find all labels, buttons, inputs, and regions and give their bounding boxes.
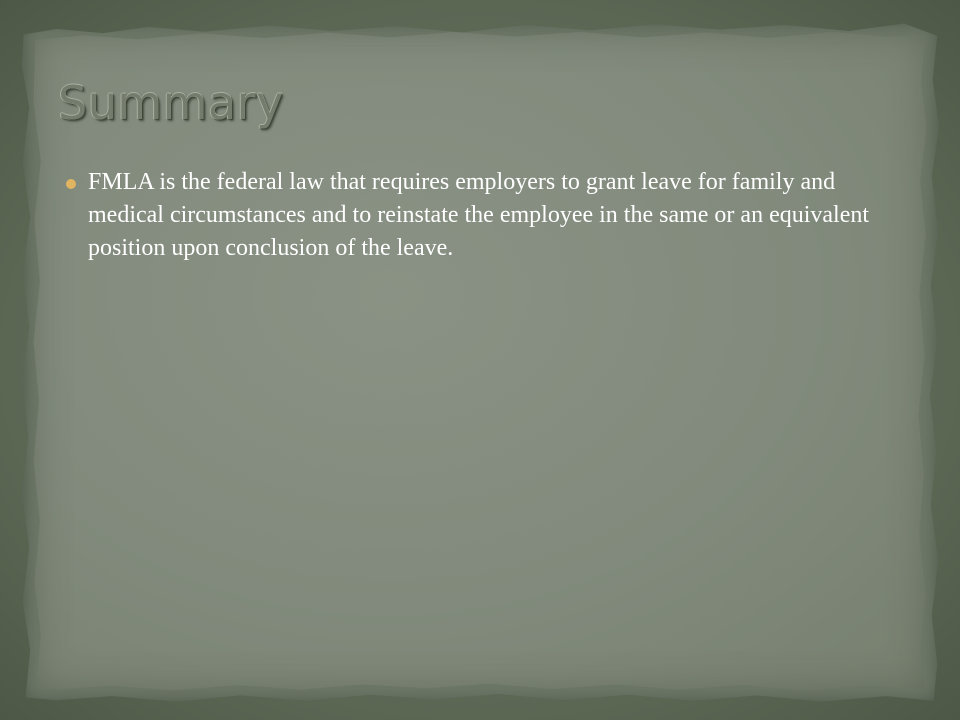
bullet-list — [66, 166, 916, 265]
slide-title: Summary — [58, 76, 284, 130]
bullet-dot-icon — [66, 179, 76, 189]
bullet-text: FMLA is the federal law that requires employers to grant leave for family and medical circumstances and to reinstate the employee in the same or an equivalent position upon conclusion of the leave. — [88, 169, 870, 261]
bullet-item — [66, 166, 916, 265]
